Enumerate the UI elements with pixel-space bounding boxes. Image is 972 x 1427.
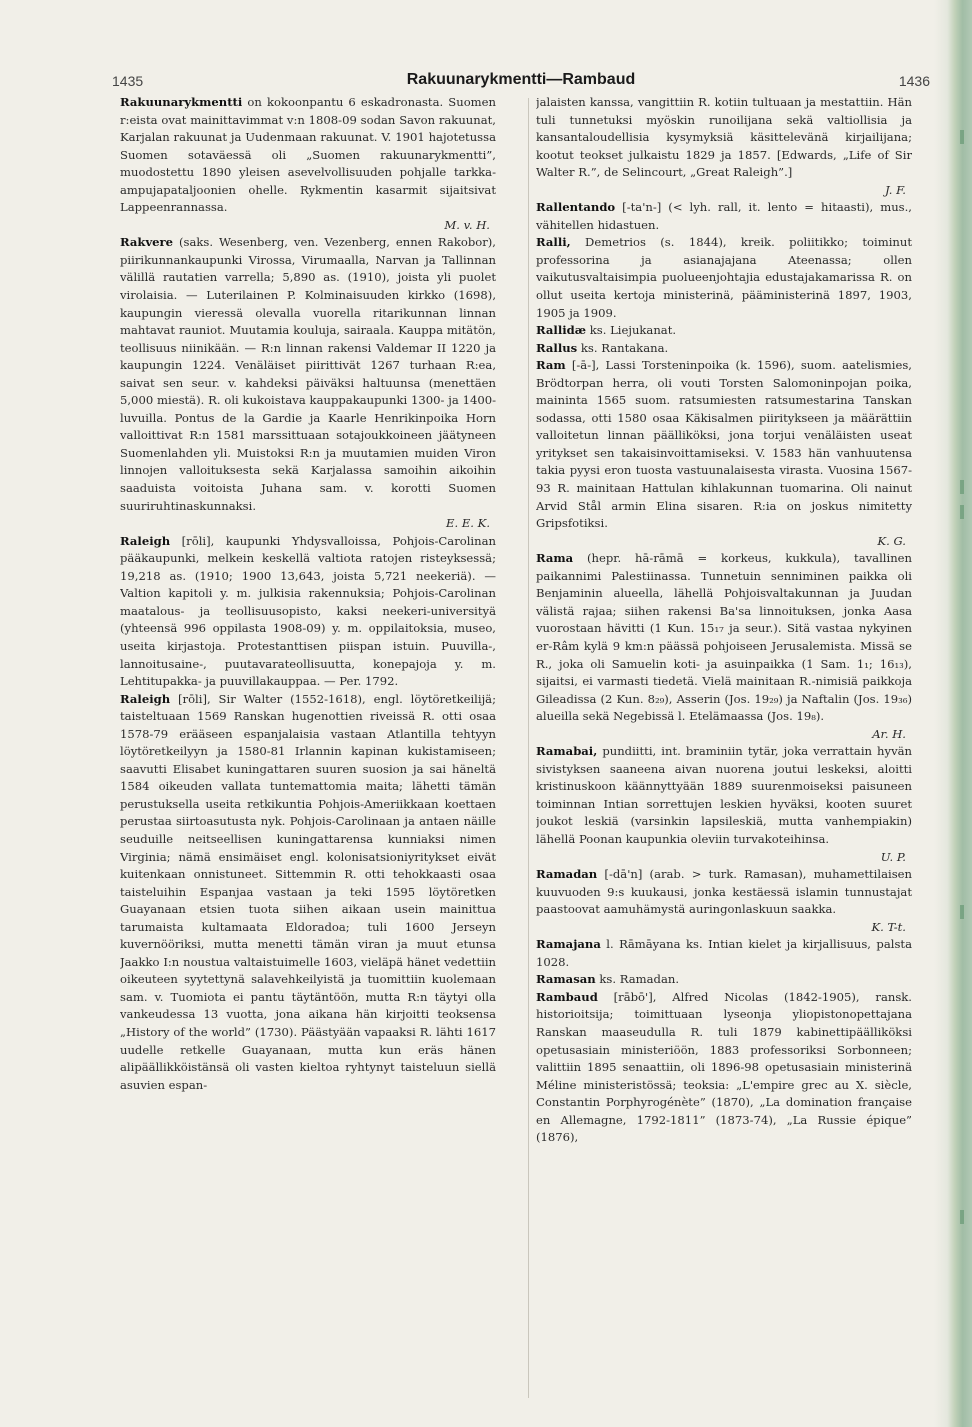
- entry-ramajana: [536, 936, 912, 971]
- entry-raleigh-city: [120, 533, 496, 691]
- headword: Ralli,: [536, 235, 571, 250]
- entry-rallentando: [536, 199, 912, 234]
- author-signature: U. P.: [880, 849, 906, 864]
- author-signature: M. v. H.: [444, 217, 490, 232]
- entry-text: (saks. Wesenberg, ven. Vezenberg, ennen Rakobor), piirikunnankaupunki Virossa, Virumaalla, Narvan ja Tallinnan välillä rautatien varrella; 5,890 as. (1910), joista yli puolet virolaisia. — Luterilainen P. Kolminaisuuden kirkko (1698), kaupungin vieressä olevalla vuorella ritarikunnan linnan mahtavat rauniot. Muutamia kouluja, sairaala. Kauppa mitätön, teollisuus niinikään. — R:n linnan rakensi Valdemar II 1220 ja kaupungin 1224. Venäläiset piirittivät 1267 turhaan R:ea, saivat sen seur. v. kahdeksi päiväksi haltuunsa (menettäen 5,000 miestä). R. oli kukoistava kauppakaupunki 1300- ja 1400-luvuilla. Pontus de la Gardie ja Kaarle Henrikinpoika Horn valloittivat R:n 1581 marssittuaan sotajoukkoineen jäätyneen Suomenlahden yli. Muistoksi R:n ja muutamien muiden Viron linnojen valloituksesta sekä Karjalassa samoihin aikoihin saaduista voitoista Juhana sam. v. korotti Suomen suuriruhtinaskunnaksi.: [120, 235, 496, 513]
- headword: Rallentando: [536, 200, 616, 215]
- headword: Ramabai,: [536, 744, 598, 759]
- entry-text: [-ā-], Lassi Torsteninpoika (k. 1596), suom. aatelismies, Brödtorpan herra, oli vouti Torsten Salomoninpojan poika, maininta 1565 suom. ratsumiesten ratsumestarina Tanskan sodassa, otti 1580 osaa Käkisalmen piiritykseen ja määrättiin valloitetun linnan päälliköksi, jona torjui venäläisten useat yritykset sen takaisinvoittamiseksi. V. 1583 hän vanhuutensa takia pyysi eron tuosta vastuunalaisesta virasta. Vuosina 1567-93 R. mainitaan Hattulan kihlakunnan tuomarina. Oli nainut Arvid Stål armin Elina sisaren. R:ia on joskus nimitetty Gripsfotiksi.: [536, 358, 912, 531]
- entry-raleigh-continued: [536, 94, 912, 199]
- entry-text: [rōli], kaupunki Yhdysvalloissa, Pohjois-Carolinan pääkaupunki, melkein keskellä valtiota ratojen risteyksessä; 19,218 as. (1910; 1900 13,643, joista 5,721 neekeriä). — Valtion kapitoli y. m. julkisia rakennuksia; Pohjois-Carolinan maatalous- ja teollisuusopisto, kaksi neekeri-universityä (yhteensä 996 oppilasta 1908-09) y. m. oppilaitoksia, museo, useita kirjastoja. Protestanttisen piispan istuin. Puuvilla-, lannoitusaine-, puutavarateollisuutta, konepajoja y. m. Lehtitupakka- ja puuvillakauppaa. — Per. 1792.: [120, 533, 496, 689]
- headword: Ramasan: [536, 972, 596, 987]
- entry-text: [-dā'n] (arab. > turk. Ramasan), muhamettilaisen kuuvuoden 9:s kuukausi, jonka kestäessä islamin tunnustajat paastoovat aamuhämystä auringonlaskuun saakka.: [536, 867, 912, 917]
- entry-text: [-ta'n-] (< lyh. rall, it. lento = hitaasti), mus., vähitellen hidastuen.: [536, 200, 912, 232]
- author-signature: E. E. K.: [445, 516, 490, 531]
- entry-rama: [536, 550, 912, 743]
- headword: Rakuunarykmentti: [120, 95, 243, 109]
- right-page-number: 1436: [898, 73, 930, 89]
- entry-ramadan: [536, 866, 912, 936]
- headword: Rakvere: [120, 235, 174, 250]
- headword: Ramajana: [536, 937, 601, 952]
- edge-mark: [960, 480, 964, 494]
- entry-text: [rābō'], Alfred Nicolas (1842-1905), ransk. historioitsija; toimittuaan lyseonja yliopistonopettajana Ranskan maaseudulla R. tuli 1879 kabinettipäälliköksi opetusasiain ministeriöön, 1883 professoriksi Sorbonneen; valittiin 1895 senaattiin, oli 1896-98 opetusasiain ministerinä Méline ministeristössä; teoksia: „L'empire grec au X. siècle, Constantin Porphyrogénète” (1870), „La domination française en Allemagne, 1792-1811” (1873-74), „La Russie épique” (1876),: [536, 989, 912, 1145]
- entry-text: on kokoonpantu 6 eskadronasta. Suomen r:eista ovat mainittavimmat v:n 1808-09 sodan Savon rakuunat, Karjalan rakuunat ja Uudenmaan rakuunat. V. 1901 hajotetussa Suomen sotaväessä oli „Suomen rakuunarykmentti”, muodostettu 1890 yleisen asevelvollisuuden pohjalle tarkka-ampujapataljoonien ohelle. Rykmentin kasarmit sijaitsivat Lappeenrannassa.: [120, 95, 496, 215]
- entry-ramasan: [536, 971, 912, 989]
- entry-ralli: [536, 234, 912, 322]
- entry-text: (hepr. hā-rāmā = korkeus, kukkula), tavallinen paikannimi Palestiinassa. Tunnetuin senniminen paikka oli Benjaminin alueella, lähellä Pohjoisvaltakunnan ja Juudan välistä rajaa; siihen rakensi Ba'sa linnoituksen, jonka Aasa vuorostaan hävitti (1 Kun. 15₁₇ ja seur.). Sitä vastaa nykyinen er-Râm kylä 9 km:n päässä pohjoiseen Jerusalemista. Missä se R., joka oli Samuelin koti- ja asuinpaikka (1 Sam. 1₁; 16₁₃), sijaitsi, ei varmasti tiedetä. Vielä mainitaan R.-nimisiä paikkoja Gileadissa (2 Kun. 8₂₉), Asserin (Jos. 19₂₉) ja Naftalin (Jos. 19₃₆) alueilla sekä Negebissä l. Etelämaassa (Jos. 19₈).: [536, 551, 912, 724]
- entry-rakvere: [120, 234, 496, 532]
- page-edge-stain: [934, 0, 972, 1427]
- edge-mark: [960, 130, 964, 144]
- headword: Rambaud: [536, 989, 598, 1004]
- author-signature: Ar. H.: [872, 726, 906, 741]
- entry-rallus: [536, 340, 912, 358]
- headword: Rama: [536, 551, 574, 566]
- entry-text: ks. Rantakana.: [577, 340, 669, 355]
- headword: Raleigh: [120, 533, 171, 548]
- edge-mark: [960, 1210, 964, 1224]
- headword: Raleigh: [120, 691, 171, 706]
- author-signature: K. T-t.: [871, 919, 906, 934]
- entry-rakuunarykmentti: [120, 94, 496, 234]
- entry-text: ks. Liejukanat.: [586, 323, 677, 338]
- entry-rambaud: [536, 989, 912, 1147]
- entry-raleigh-walter: [120, 691, 496, 1095]
- left-page-number: 1435: [112, 73, 144, 89]
- left-column: [120, 94, 496, 1419]
- entry-text: pundiitti, int. braminiin tytär, joka verrattain hyvän sivistyksen saaneena aivan nuorena joutui leskeksi, aloitti kristinuskoon käännyttyään 1889 suurenmoiseksi paisuneen toiminnan Intian sorrettujen leskien hyväksi, kooten suuret joukot leskiä (varsinkin lapsileskiä, mutta vanhempiakin) lähellä Poonan kaupunkia oleviin turvakoteihinsa.: [536, 744, 912, 846]
- headword: Rallidæ: [536, 323, 587, 338]
- headword: Ram: [536, 358, 566, 373]
- edge-mark: [960, 905, 964, 919]
- entry-text: Demetrios (s. 1844), kreik. poliitikko; toiminut professorina ja asianajajana Ateenassa; ollen vaikutusvaltaisimpia puolueenjohtajia edustajakamarissa R. on ollut useita kertoja ministerinä, pääministerinä 1897, 1903, 1905 ja 1909.: [536, 235, 912, 320]
- entry-rallidae: [536, 322, 912, 340]
- right-column: [536, 94, 912, 1419]
- running-title: Rakuunarykmentti—Rambaud: [406, 71, 636, 88]
- edge-mark: [960, 505, 964, 519]
- headword: Rallus: [536, 340, 578, 355]
- entry-text: l. Rāmāyana ks. Intian kielet ja kirjallisuus, palsta 1028.: [536, 937, 912, 969]
- entry-ramabai: [536, 743, 912, 866]
- author-signature: J. F.: [884, 182, 906, 197]
- headword: Ramadan: [536, 867, 598, 882]
- author-signature: K. G.: [877, 533, 906, 548]
- entry-text: [rōli], Sir Walter (1552-1618), engl. löytöretkeilijä; taisteltuaan 1569 Ranskan hugenottien riveissä R. otti osaa 1578-79 erääseen espanjalaisia vastaan Atlantilla tehtyyn löytöretkeilyyn ja 1580-81 Irlannin kapinan kukistamiseen; saavutti Elisabet kuningattaren suuren suosion ja sai häneltä 1584 oikeuden vallata tuntemattomia maita; lähetti tämän perustuksella useita retkikuntia Pohjois-Ameriikkaan koettaen perustaa siirtoasutusta nyk. Pohjois-Carolinaan ja antaen näille seuduille neitseellisen kuningattarensa kunniaksi nimen Virginia; nämä ensimäiset engl. kolonisatsioniyritykset eivät kuitenkaan onnistuneet. Sittemmin R. otti tehokkaasti osaa taisteluihin Espanjaa vastaan ja teki 1595 löytöretken Guayanaan etsien tuota siihen aikaan usein mainittua tarumaista kultamaata Eldoradoa; tuli 1600 Jerseyn kuvernööriksi, mutta menetti tämän viran ja muut etunsa Jaakko I:n noustua valtaistuimelle 1603, vieläpä hänet vedettiin oikeuteen syytettynä salavehkeilyistä ja tuomittiin kuolemaan sam. v. Tuomiota ei pantu täytäntöön, mutta R:n täytyi olla vankeudessa 13 vuotta, jona aikana hän kirjoitti teoksensa „History of the world” (1730). Päästyään vapaaksi R. lähti 1617 uudelle retkelle Guayanaan, mutta kun eräs hänen alipäällikköistänsä oli vasten kieltoa ryhtynyt taisteluun siellä asuvien espan-: [120, 691, 496, 1092]
- entry-text: ks. Ramadan.: [595, 972, 680, 987]
- column-divider: [528, 98, 529, 1398]
- entry-ram: [536, 357, 912, 550]
- entry-text: jalaisten kanssa, vangittiin R. kotiin tultuaan ja mestattiin. Hän tuli tunnetuksi myöskin runoilijana sekä valtiollisia ja kansantaloudellisia kysymyksiä käsittelevänä kirjailijana; kootut teokset julkaistu 1829 ja 1857. [Edwards, „Life of Sir Walter R.”, de Selincourt, „Great Raleigh”.]: [536, 95, 912, 180]
